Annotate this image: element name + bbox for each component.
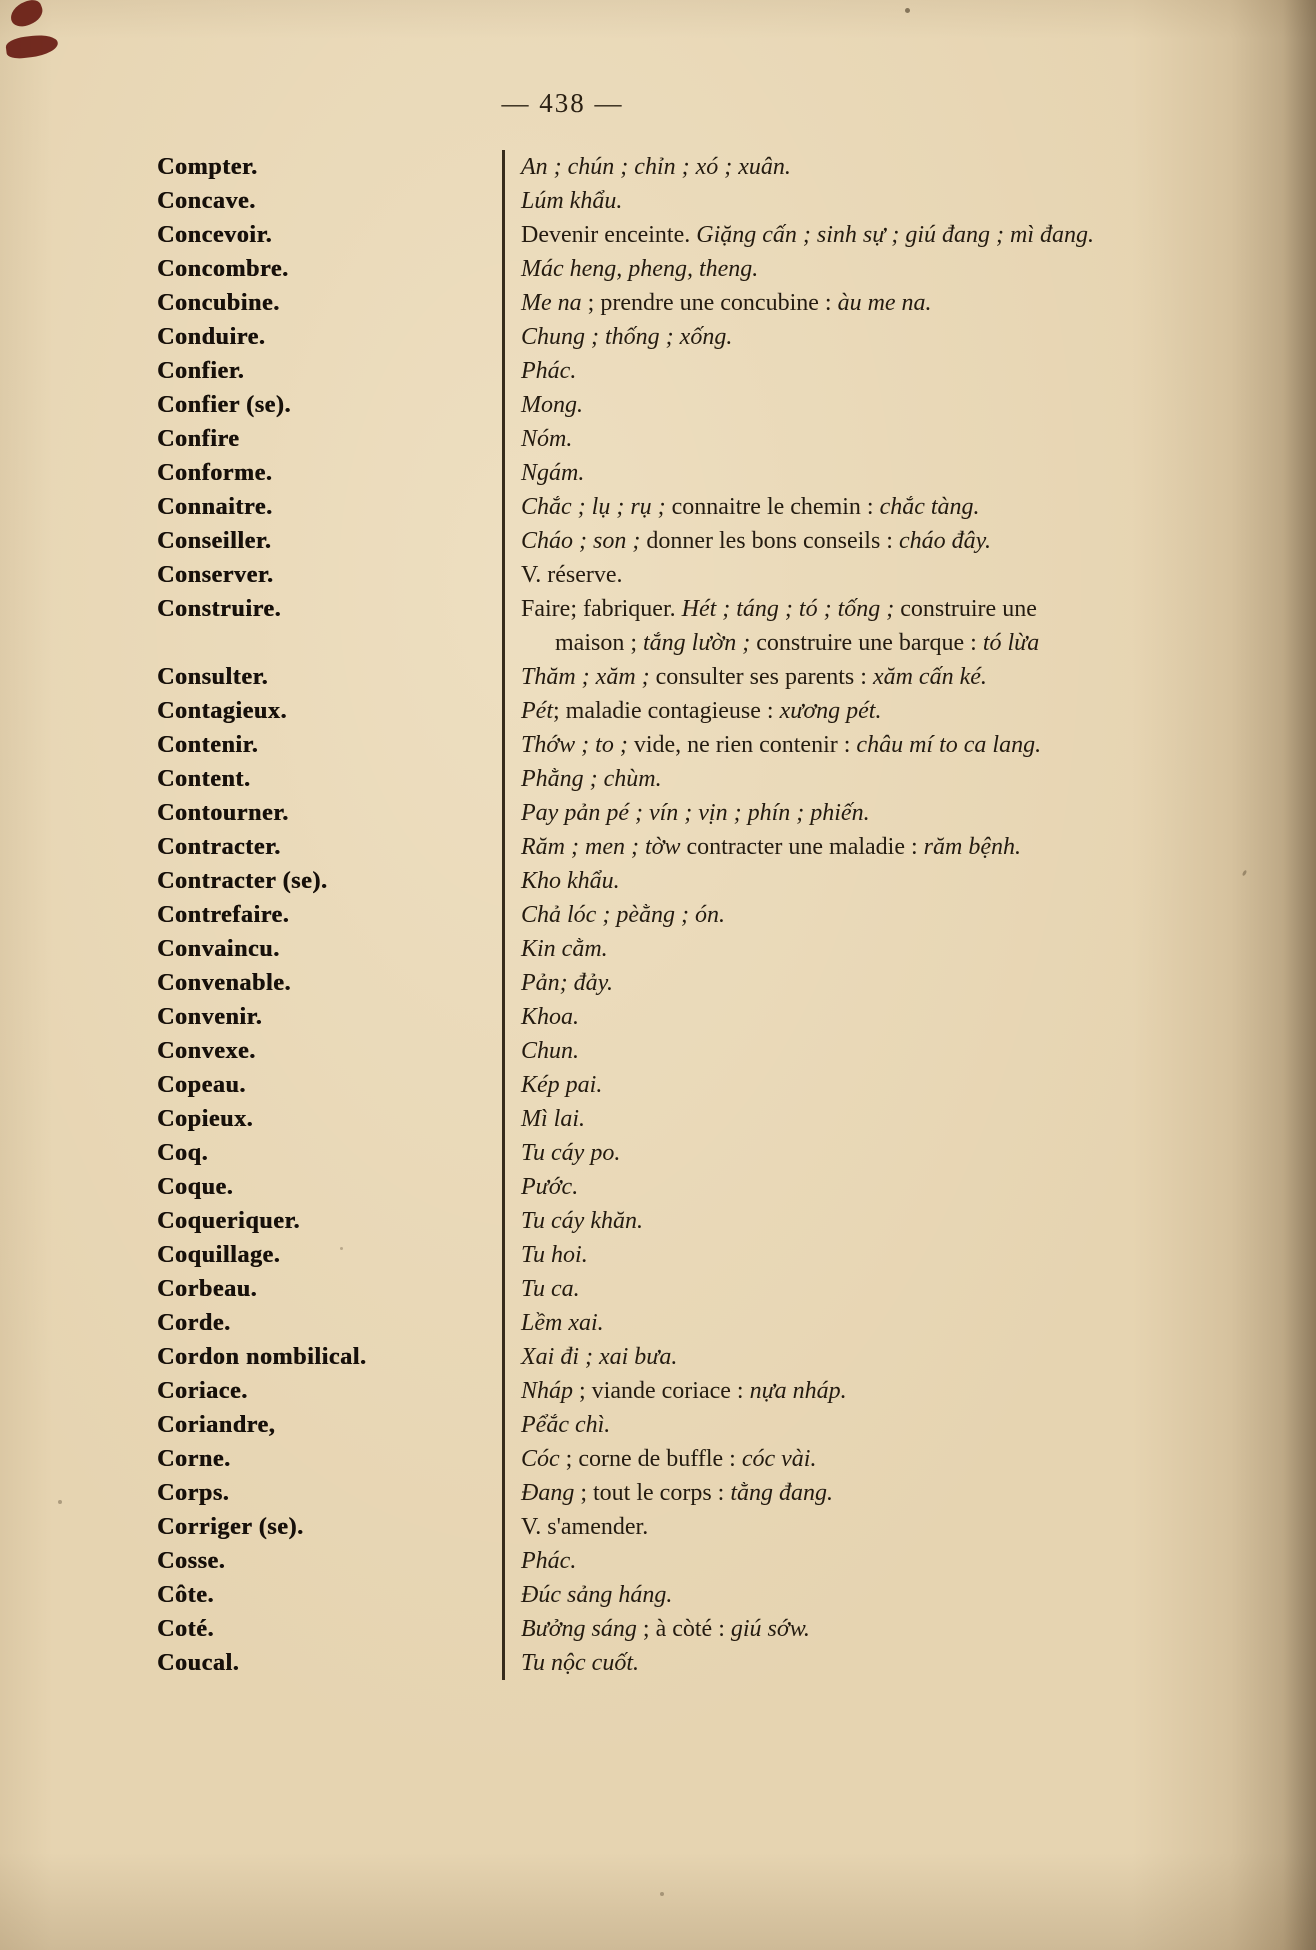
translation [502,660,1316,694]
native-term: nựa nháp. [749,1378,847,1404]
native-term: Tu hoi. [521,1242,588,1268]
page-number: — 438 — [501,88,624,118]
dictionary-row [0,1000,1316,1034]
headword: Convexe. [157,1038,256,1064]
dictionary-row [0,966,1316,1000]
headword: Contracter (se). [157,868,328,894]
native-term: Ngám. [521,460,585,486]
translation [502,830,1316,864]
translation-line [521,388,1276,422]
dictionary-row [0,1544,1316,1578]
dictionary-row [0,1374,1316,1408]
translation [502,966,1316,1000]
translation-line [521,150,1276,184]
translation [502,388,1316,422]
headword: Contagieux. [157,698,287,724]
headword: Convenir. [157,1004,263,1030]
dictionary-row [0,1306,1316,1340]
translation [502,762,1316,796]
dictionary-row [0,898,1316,932]
french-gloss: Faire; fabriquer. [521,596,682,622]
native-term: Tu nộc cuốt. [521,1650,639,1676]
translation [502,1578,1316,1612]
translation [502,864,1316,898]
dictionary-row [0,592,1316,660]
dictionary-row [0,1578,1316,1612]
headword: Corbeau. [157,1276,258,1302]
native-term: Răm ; men ; tờw [521,834,687,860]
french-gloss: contracter une maladie : [686,834,924,860]
native-term: Kho khẩu. [521,868,620,894]
translation-line [521,694,1276,728]
headword: Confier. [157,358,245,384]
translation [502,286,1316,320]
translation [502,1612,1316,1646]
dictionary-row [0,1646,1316,1680]
translation-line [521,490,1276,524]
dictionary-row [0,388,1316,422]
dictionary-row [0,1442,1316,1476]
headword: Cosse. [157,1548,226,1574]
dictionary-row [0,184,1316,218]
translation [502,1476,1316,1510]
translation-line [521,1578,1276,1612]
translation [502,898,1316,932]
translation-line [521,286,1276,320]
native-term: Thớw ; to ; [521,732,634,758]
headword: Concevoir. [157,222,273,248]
translation [502,1034,1316,1068]
headword: Coque. [157,1174,234,1200]
translation [502,1510,1316,1544]
headword: Coq. [157,1140,209,1166]
dictionary-row [0,286,1316,320]
french-gloss: ; tout le corps : [574,1480,731,1506]
native-term: Cháo ; son ; [521,528,647,554]
translation [502,1306,1316,1340]
dictionary-row [0,1102,1316,1136]
translation-line [521,354,1276,388]
translation-line [521,1272,1276,1306]
translation-line [521,1374,1276,1408]
translation-line [521,898,1276,932]
native-term: Đang [521,1480,575,1506]
dictionary-row [0,660,1316,694]
headword: Contenir. [157,732,259,758]
translation-line [521,524,1276,558]
native-term: Mì lai. [521,1106,585,1132]
translation-line [521,1204,1276,1238]
paper-speck [660,1892,664,1896]
dictionary-row [0,422,1316,456]
dictionary-row [0,320,1316,354]
dictionary-rows [0,150,1316,1680]
dictionary-row [0,218,1316,252]
dictionary-row [0,150,1316,184]
french-gloss: vide, ne rien contenir : [633,732,857,758]
translation [502,252,1316,286]
native-term: Pước. [521,1174,579,1200]
french-gloss: ; prendre une concubine : [581,290,838,316]
translation-line [521,1544,1276,1578]
translation [502,728,1316,762]
translation [502,694,1316,728]
headword: Conforme. [157,460,273,486]
translation-line [521,830,1276,864]
headword: Convaincu. [157,936,280,962]
native-term: tắng lườn ; [643,630,757,656]
french-gloss: ; corne de buffle : [559,1446,742,1472]
native-term: àu me na. [837,290,932,316]
translation [502,1272,1316,1306]
native-term: Kin cằm. [521,936,608,962]
translation [502,1340,1316,1374]
translation [502,1442,1316,1476]
native-term: Kép pai. [521,1072,603,1098]
headword: Corriger (se). [157,1514,304,1540]
headword: Confier (se). [157,392,291,418]
native-term: Chun. [521,1038,580,1064]
dictionary-row [0,1612,1316,1646]
dictionary-row [0,1476,1316,1510]
translation [502,1000,1316,1034]
headword: Conseiller. [157,528,272,554]
headword: Contourner. [157,800,289,826]
translation-line [521,966,1276,1000]
dictionary-row [0,1238,1316,1272]
native-term: xăm cấn ké. [872,664,987,690]
headword: Conduire. [157,324,266,350]
red-ink-mark-bottom [5,33,59,60]
red-ink-mark-top [7,0,46,30]
dictionary-row [0,864,1316,898]
headword: Coqueriquer. [157,1208,300,1234]
native-term: Tu ca. [521,1276,580,1302]
native-term: Chắc ; lụ ; rụ ; [521,494,672,520]
dictionary-row [0,1204,1316,1238]
headword: Connaitre. [157,494,273,520]
headword: Confire [157,426,240,452]
translation-line [521,1000,1276,1034]
native-term: Phác. [521,1548,577,1574]
dictionary-row [0,490,1316,524]
french-gloss: Devenir enceinte. [521,222,697,248]
native-term: An ; chún ; chỉn ; xó ; xuân. [521,154,791,180]
headword: Corde. [157,1310,231,1336]
french-gloss: V. s'amender. [521,1514,649,1540]
french-gloss: construire une barque : [756,630,983,656]
translation-line [521,1034,1276,1068]
native-term: Phác. [521,358,577,384]
translation-line [521,456,1276,490]
translation [502,150,1316,184]
dictionary-row [0,354,1316,388]
headword: Consulter. [157,664,269,690]
paper-speck [905,8,910,13]
translation [502,1170,1316,1204]
native-term: Pểắc chì. [521,1412,611,1438]
translation-line [521,796,1276,830]
native-term: Phằng ; chùm. [521,766,662,792]
native-term: Khoa. [521,1004,580,1030]
headword: Compter. [157,154,258,180]
translation-line [521,1068,1276,1102]
headword: Convenable. [157,970,291,996]
dictionary-row [0,830,1316,864]
headword: Concave. [157,188,256,214]
dictionary-row [0,1510,1316,1544]
headword: Coriace. [157,1378,248,1404]
translation-line [521,626,1276,660]
native-term: giú sớw. [730,1616,810,1642]
french-gloss: connaitre le chemin : [671,494,880,520]
french-gloss: ; maladie contagieuse : [552,698,780,724]
translation-line [521,932,1276,966]
dictionary-row [0,694,1316,728]
translation [502,1204,1316,1238]
translation-line [521,1646,1276,1680]
translation-line [521,558,1276,592]
translation-line [521,728,1276,762]
translation [502,1544,1316,1578]
translation-line [521,422,1276,456]
native-term: tằng đang. [730,1480,833,1506]
headword: Cordon nombilical. [157,1344,367,1370]
dictionary-row [0,524,1316,558]
native-term: Mác heng, pheng, theng. [521,256,759,282]
native-term: châu mí to ca lang. [856,732,1042,758]
native-term: Bưởng sáng [521,1616,637,1642]
translation-line [521,1306,1276,1340]
translation-line [521,1238,1276,1272]
translation-line [521,1102,1276,1136]
translation [502,456,1316,490]
native-term: Giặng cấn ; sinh sự ; giú đang ; mì đang. [696,222,1094,248]
native-term: Cóc [521,1446,560,1472]
native-term: Xai đi ; xai bưa. [521,1344,678,1370]
headword: Contrefaire. [157,902,290,928]
dictionary-row [0,456,1316,490]
native-term: răm bệnh. [923,834,1021,860]
dictionary-row [0,1034,1316,1068]
dictionary-row [0,1068,1316,1102]
native-term: Tu cáy po. [521,1140,621,1166]
headword: Copieux. [157,1106,254,1132]
translation [502,1646,1316,1680]
native-term: Lúm khẩu. [521,188,623,214]
dictionary-row [0,762,1316,796]
translation-line [521,1408,1276,1442]
native-term: tó lừa [982,630,1040,656]
translation-line [521,1510,1276,1544]
french-gloss: V. réserve. [521,562,623,588]
headword: Concombre. [157,256,289,282]
translation-line [521,184,1276,218]
translation-line [521,1612,1276,1646]
headword: Content. [157,766,251,792]
headword: Coucal. [157,1650,240,1676]
translation [502,558,1316,592]
french-gloss: ; viande coriace : [573,1378,750,1404]
translation-line [521,1136,1276,1170]
translation [502,218,1316,252]
native-term: xương pét. [779,698,882,724]
translation-line [521,1340,1276,1374]
native-term: Chả lóc ; pèằng ; ón. [521,902,725,928]
headword: Coriandre, [157,1412,276,1438]
dictionary-row [0,796,1316,830]
native-term: Thăm ; xăm ; [521,664,656,690]
headword: Coté. [157,1616,214,1642]
translation [502,184,1316,218]
translation-line [521,252,1276,286]
dictionary-row [0,252,1316,286]
dictionary-row [0,558,1316,592]
french-gloss: donner les bons conseils : [646,528,899,554]
translation [502,932,1316,966]
translation [502,490,1316,524]
dictionary-row [0,1272,1316,1306]
translation [502,354,1316,388]
dictionary-row [0,728,1316,762]
dictionary-row [0,1340,1316,1374]
french-gloss: maison ; [555,630,643,656]
native-term: Pay pản pé ; vín ; vịn ; phín ; phiến. [521,800,870,826]
native-term: Pản; đảy. [521,970,613,996]
translation [502,592,1316,660]
native-term: cháo đây. [898,528,991,554]
native-term: cóc vài. [741,1446,817,1472]
native-term: Nóm. [521,426,573,452]
dictionary-row [0,1408,1316,1442]
native-term: Đúc sảng háng. [521,1582,673,1608]
native-term: Pét [521,698,553,724]
headword: Corps. [157,1480,230,1506]
headword: Copeau. [157,1072,246,1098]
translation [502,422,1316,456]
native-term: Lềm xai. [521,1310,604,1336]
translation [502,524,1316,558]
translation [502,1374,1316,1408]
headword: Côte. [157,1582,214,1608]
native-term: chắc tàng. [879,494,980,520]
french-gloss: ; à còté : [636,1616,731,1642]
headword: Conserver. [157,562,274,588]
dictionary-row [0,932,1316,966]
translation-line [521,762,1276,796]
translation-line [521,660,1276,694]
headword: Coquillage. [157,1242,281,1268]
native-term: Hét ; táng ; tó ; tống ; [681,596,901,622]
translation-line [521,1170,1276,1204]
translation [502,1408,1316,1442]
translation-line [521,592,1276,626]
translation-line [521,1476,1276,1510]
headword: Construire. [157,596,282,622]
native-term: Mong. [521,392,583,418]
translation-line [521,1442,1276,1476]
translation-line [521,320,1276,354]
translation-line [521,864,1276,898]
headword: Concubine. [157,290,280,316]
translation [502,1102,1316,1136]
native-term: Tu cáy khăn. [521,1208,643,1234]
native-term: Chung ; thống ; xống. [521,324,733,350]
native-term: Me na [521,290,582,316]
translation [502,1068,1316,1102]
translation [502,796,1316,830]
french-gloss: construire une [900,596,1037,622]
french-gloss: consulter ses parents : [655,664,873,690]
headword: Corne. [157,1446,231,1472]
translation [502,1136,1316,1170]
native-term: Nháp [521,1378,574,1404]
translation-line [521,218,1276,252]
headword: Contracter. [157,834,281,860]
dictionary-row [0,1136,1316,1170]
translation [502,320,1316,354]
translation [502,1238,1316,1272]
dictionary-row [0,1170,1316,1204]
